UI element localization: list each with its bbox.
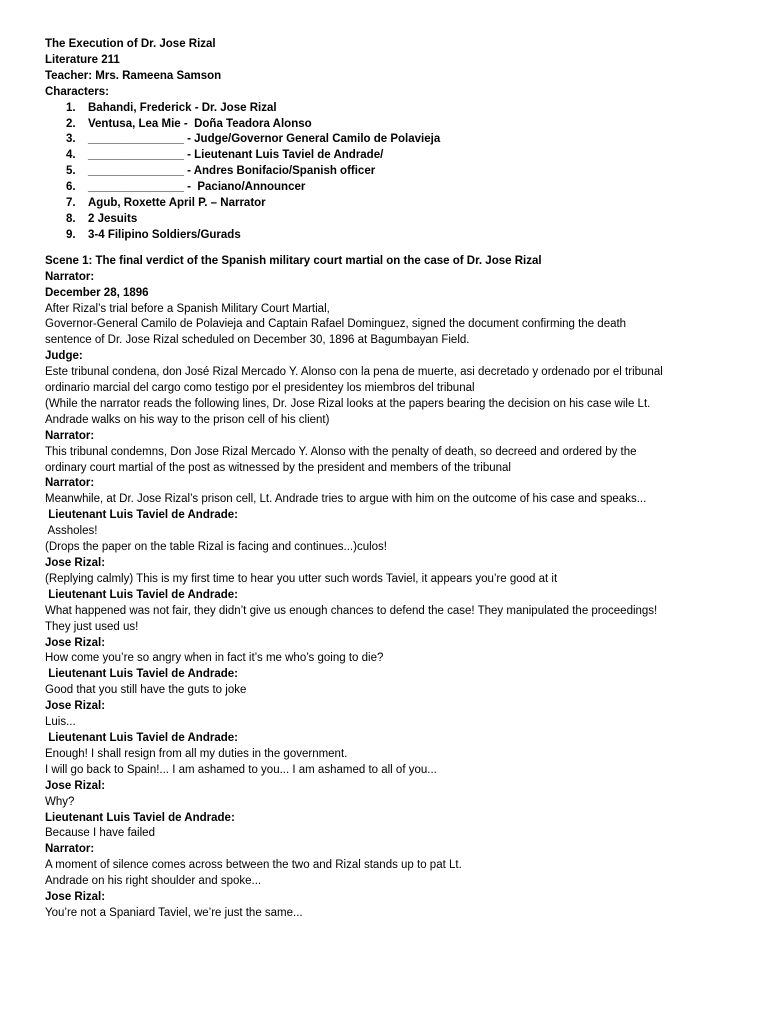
character-text: 3-4 Filipino Soldiers/Gurads — [88, 228, 241, 241]
script-line: Assholes! — [45, 525, 98, 538]
script-line: (Replying calmly) This is my first time to hear you utter such words Taviel, it appears you’re good at it — [45, 572, 558, 585]
character-number: 4. — [66, 149, 76, 162]
speaker-label: Lieutenant Luis Taviel de Andrade: — [45, 509, 238, 522]
character-item — [45, 101, 735, 117]
document-page — [45, 37, 735, 922]
speaker-label: Jose Rizal: — [45, 636, 106, 649]
speaker-label: Narrator: — [45, 429, 95, 442]
document-title: The Execution of Dr. Jose Rizal — [45, 38, 216, 50]
speaker-label: Narrator: — [45, 477, 95, 490]
speaker-label: Jose Rizal: — [45, 891, 106, 904]
character-text: _______________ - Paciano/Announcer — [88, 181, 306, 194]
scene-heading: Scene 1: The final verdict of the Spanish military court martial on the case of Dr. Jose Rizal — [45, 254, 542, 267]
script-body — [45, 270, 735, 922]
speaker-label: Lieutenant Luis Taviel de Andrade: — [45, 588, 238, 601]
script-line: Meanwhile, at Dr. Jose Rizal’s prison cell, Lt. Andrade tries to argue with him on the outcome of his case and speaks... — [45, 493, 647, 506]
speaker-label: Lieutenant Luis Taviel de Andrade: — [45, 811, 235, 824]
character-item — [45, 196, 735, 212]
script-line: ordinario marcial del cargo como testigo por el presidentey los miembros del tribunal — [45, 382, 475, 395]
speaker-label: Judge: — [45, 350, 83, 363]
character-item — [45, 228, 735, 244]
character-number: 7. — [66, 197, 76, 210]
script-line: Andrade on his right shoulder and spoke... — [45, 875, 262, 888]
character-number: 8. — [66, 212, 76, 225]
script-line: Good that you still have the guts to joke — [45, 684, 247, 697]
character-number: 3. — [66, 133, 76, 146]
character-text: _______________ - Andres Bonifacio/Spanish officer — [88, 165, 376, 178]
character-item — [45, 117, 735, 133]
character-number: 5. — [66, 165, 76, 178]
character-number: 1. — [66, 101, 76, 114]
script-line: You’re not a Spaniard Taviel, we’re just the same... — [45, 906, 303, 919]
script-line: Enough! I shall resign from all my duties in the government. — [45, 747, 348, 760]
speaker-label: Jose Rizal: — [45, 700, 106, 713]
speaker-label: Lieutenant Luis Taviel de Andrade: — [45, 731, 238, 744]
character-item — [45, 164, 735, 180]
script-line: They just used us! — [45, 620, 139, 633]
script-line: Este tribunal condena, don José Rizal Mercado Y. Alonso con la pena de muerte, asi decretado y ordenado por el tribunal — [45, 366, 663, 379]
speaker-label: Narrator: — [45, 843, 95, 856]
characters-heading: Characters: — [45, 85, 109, 98]
character-text: Bahandi, Frederick - Dr. Jose Rizal — [88, 101, 277, 114]
script-line: (While the narrator reads the following lines, Dr. Jose Rizal looks at the papers bearing the decision on his case wile Lt. — [45, 397, 651, 410]
course-label: Literature 211 — [45, 53, 120, 66]
script-line: Because I have failed — [45, 827, 155, 840]
character-item — [45, 132, 735, 148]
script-line: sentence of Dr. Jose Rizal scheduled on December 30, 1896 at Bagumbayan Field. — [45, 334, 470, 347]
character-text: _______________ - Judge/Governor General Camilo de Polavieja — [88, 133, 441, 146]
script-line: Why? — [45, 795, 75, 808]
character-item — [45, 180, 735, 196]
speaker-label: Jose Rizal: — [45, 779, 106, 792]
character-number: 6. — [66, 181, 76, 194]
script-line: A moment of silence comes across between the two and Rizal stands up to pat Lt. — [45, 859, 462, 872]
character-text: 2 Jesuits — [88, 212, 138, 225]
script-line: What happened was not fair, they didn’t give us enough chances to defend the case! They manipulated the proceedings! — [45, 604, 658, 617]
characters-list — [45, 101, 735, 244]
speaker-label: Narrator: — [45, 270, 95, 283]
speaker-label: Lieutenant Luis Taviel de Andrade: — [45, 668, 238, 681]
character-number: 9. — [66, 228, 76, 241]
script-line: This tribunal condemns, Don Jose Rizal Mercado Y. Alonso with the penalty of death, so decreed and ordered by the — [45, 445, 637, 458]
character-text: _______________ - Lieutenant Luis Taviel de Andrade/ — [88, 149, 384, 162]
script-line: After Rizal’s trial before a Spanish Military Court Martial, — [45, 302, 330, 315]
character-item — [45, 148, 735, 164]
speaker-label: Jose Rizal: — [45, 557, 106, 569]
character-number: 2. — [66, 117, 76, 130]
character-item — [45, 212, 735, 228]
script-line: ordinary court martial of the post as witnessed by the president and members of the tribunal — [45, 461, 511, 474]
script-line: Andrade walks on his way to the prison cell of his client) — [45, 413, 330, 426]
script-line: How come you’re so angry when in fact it’s me who’s going to die? — [45, 652, 384, 665]
speaker-label: December 28, 1896 — [45, 286, 149, 299]
script-line: Governor-General Camilo de Polavieja and Captain Rafael Dominguez, signed the document confirming the death — [45, 318, 627, 331]
teacher-label: Teacher: Mrs. Rameena Samson — [45, 69, 222, 82]
character-text: Ventusa, Lea Mie - Doña Teadora Alonso — [88, 117, 312, 130]
script-line: Luis... — [45, 716, 76, 729]
script-line: (Drops the paper on the table Rizal is facing and continues...)culos! — [45, 541, 387, 554]
character-text: Agub, Roxette April P. – Narrator — [88, 197, 266, 210]
script-line: I will go back to Spain!... I am ashamed to you... I am ashamed to all of you... — [45, 763, 437, 776]
